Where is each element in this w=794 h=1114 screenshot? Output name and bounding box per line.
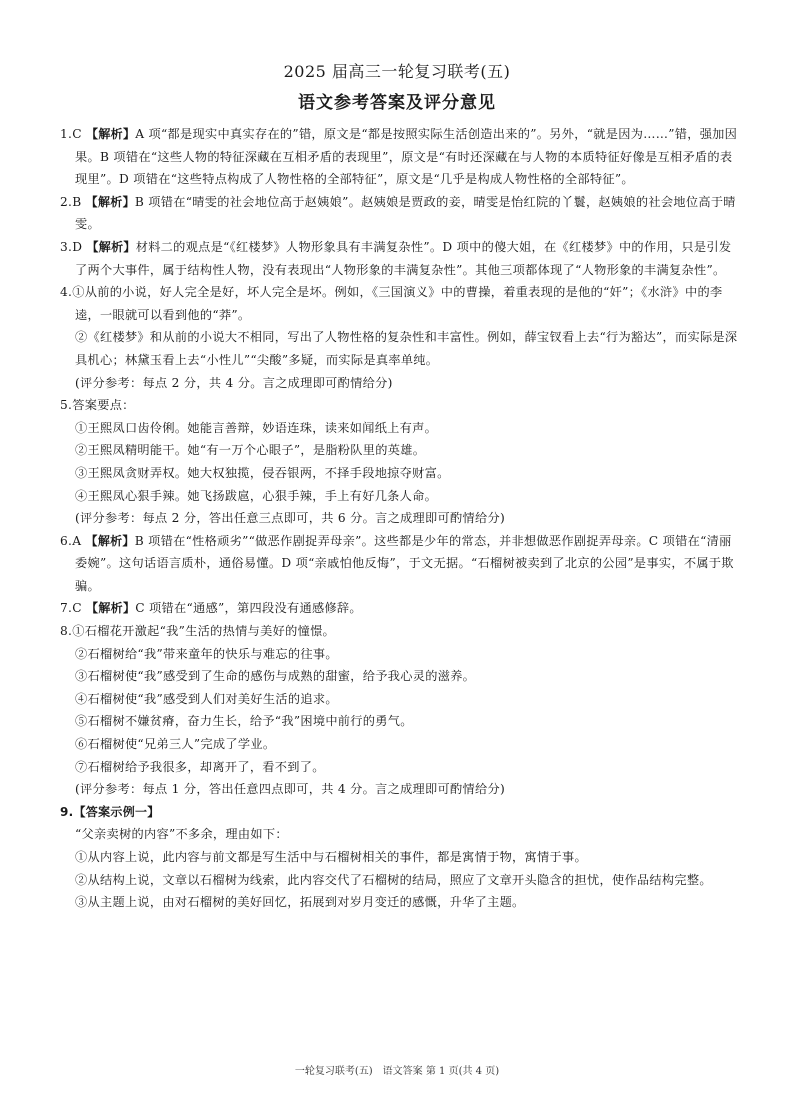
answer-9-head: 9.【答案示例一】 [60,804,160,819]
answer-2-label: 【解析】 [85,194,135,209]
answer-8-point: ⑤石榴树不嫌贫瘠，奋力生长，给予“我”困境中前行的勇气。 [75,714,413,729]
answer-8-point: ④石榴树使“我”感受到人们对美好生活的追求。 [75,691,338,706]
answer-5-point: ③王熙凤贪财弄权。她大权独揽，侵吞银两，不择手段地掠夺财富。 [75,465,450,480]
answer-8-point: ⑦石榴树给予我很多，却离开了，看不到了。 [75,759,325,774]
answer-1-number: 1.C [60,127,82,141]
page-footer: 一轮复习联考(五) 语文答案 第 1 页(共 4 页) [294,1066,500,1077]
answer-9-point: ②从结构上说，文章以石榴树为线索，此内容交代了石榴树的结局，照应了文章开头隐含的担忧，使作品结构完整。 [75,872,712,887]
answer-5-point: ④王熙凤心狠手辣。她飞扬跋扈，心狠手辣，手上有好几条人命。 [75,488,438,503]
answer-3-number: 3.D [60,239,83,254]
answer-5-score: (评分参考：每点 2 分，答出任意三点即可，共 6 分。言之成理即可酌情给分) [75,511,506,526]
answer-2 [60,191,738,236]
answer-1 [60,123,738,191]
answer-7-text: C 项错在“通感”，第四段没有通感修辞。 [135,601,362,616]
answer-2-number: 2.B [60,194,82,209]
answer-7 [60,597,738,620]
answer-9-point: ③从主题上说，由对石榴树的美好回忆，拓展到对岁月变迁的感慨，升华了主题。 [75,895,525,910]
answer-4-score: (评分参考：每点 2 分，共 4 分。言之成理即可酌情给分) [75,375,393,390]
answer-8-point: ②石榴树给“我”带来童年的快乐与难忘的往事。 [75,646,338,661]
answer-8-point: 8.①石榴花开激起“我”生活的热情与美好的憧憬。 [60,624,336,639]
page-subtitle: 语文参考答案及评分意见 [298,93,496,113]
answer-1-text: A 项“都是现实中真实存在的”错，原文是“都是按照实际生活创造出来的”。另外，“就是因为……”错，强加因果。B 项错在“这些人物的特征深藏在互相矛盾的表现里”，原文是“有时还深藏在与人物的本质特征好像是互相矛盾的表现里”。D 项错在“这些特点构成了人物性格的全部特征”，原文是“几乎是构成人物性格的全部特征”。 [75,127,738,187]
answer-6 [60,530,738,598]
answer-6-label: 【解析】 [85,533,135,548]
answer-body [60,123,738,914]
answer-7-number: 7.C [60,601,82,616]
answer-3-label: 【解析】 [86,239,136,254]
answer-5-point: ②王熙凤精明能干。她“有一万个心眼子”，是脂粉队里的英雄。 [75,443,426,458]
answer-7-label: 【解析】 [86,601,136,616]
answer-6-text: B 项错在“性格顽劣”“做恶作剧捉弄母亲”。这些都是少年的常态，并非想做恶作剧捉弄母亲。C 项错在“清丽委婉”。这句话语言质朴，通俗易懂。D 项“亲戚怕他反悔”，于文无据。“石榴树被卖到了北京的公园”是事实，不属于欺骗。 [75,533,734,593]
answer-3 [60,236,738,281]
answer-8-point: ⑥石榴树使“兄弟三人”完成了学业。 [75,737,276,752]
answer-8-score: (评分参考：每点 1 分，答出任意四点即可，共 4 分。言之成理即可酌情给分) [75,782,506,797]
answer-4-point-1: 4.①从前的小说，好人完全是好，坏人完全是坏。例如，《三国演义》中的曹操，着重表现的是他的“奸”；《水浒》中的李逵，一眼就可以看到他的“莽”。 [60,285,723,322]
answer-2-text: B 项错在“晴雯的社会地位高于赵姨娘”。赵姨娘是贾政的妾，晴雯是怡红院的丫鬟，赵姨娘的社会地位高于晴雯。 [75,194,736,232]
answer-4-point-2: ②《红楼梦》和从前的小说大不相同，写出了人物性格的复杂性和丰富性。例如，薛宝钗看上去“行为豁达”，而实际是深具机心；林黛玉看上去“小性儿”“尖酸”多疑，而实际是真率单纯。 [75,330,738,367]
answer-9-point: ①从内容上说，此内容与前文都是写生活中与石榴树相关的事件，都是寓情于物，寓情于事。 [75,850,587,864]
answer-9-intro: “父亲卖树的内容”不多余，理由如下： [75,827,288,842]
answer-8-point: ③石榴树使“我”感受到了生命的感伤与成熟的甜蜜，给予我心灵的滋养。 [75,669,476,684]
answer-5-head: 5.答案要点： [60,398,135,413]
answer-1-label: 【解析】 [86,127,136,141]
answer-3-text: 材料二的观点是“《红楼梦》人物形象具有丰满复杂性”。D 项中的傻大姐，在《红楼梦》中的作用，只是引发了两个大事件，属于结构性人物，没有表现出“人物形象的丰满复杂性”。其他三项都体现了“人物形象的丰满复杂性”。 [75,239,732,277]
page-title: 2025 届高三一轮复习联考(五) [283,62,511,81]
answer-5-point: ①王熙凤口齿伶俐。她能言善辩，妙语连珠，读来如闻纸上有声。 [75,420,438,435]
answer-6-number: 6.A [60,533,82,548]
